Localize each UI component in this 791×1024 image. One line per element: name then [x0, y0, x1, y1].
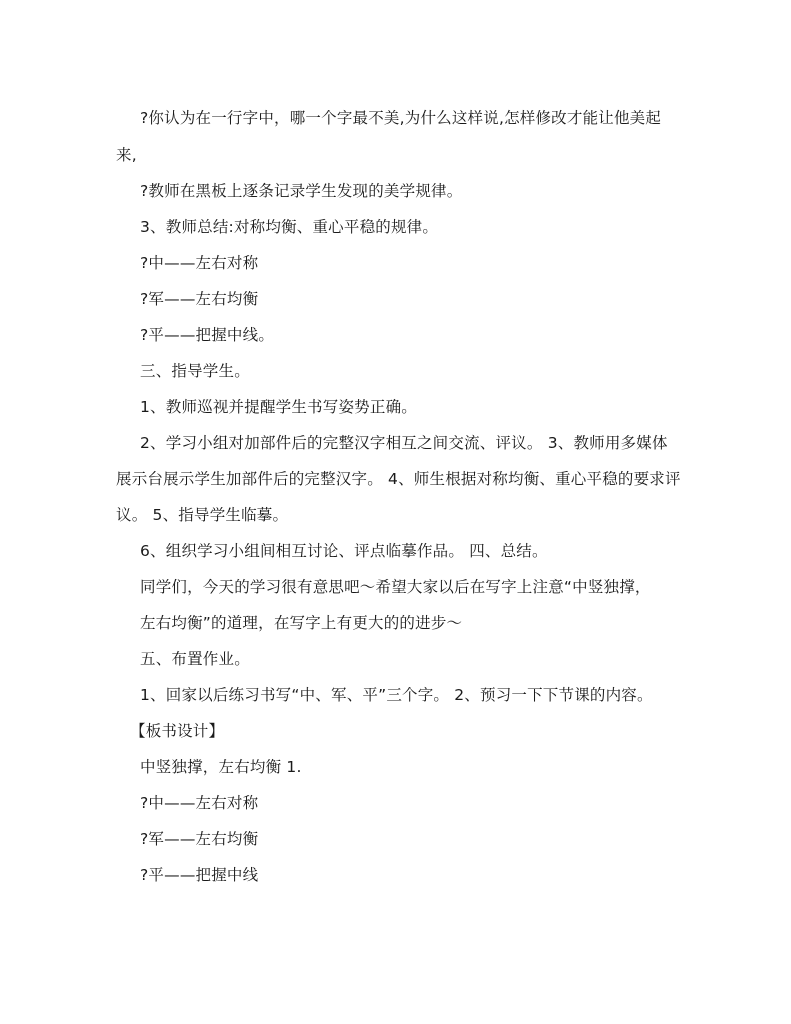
text-line-20: ?中——左右对称	[140, 794, 259, 812]
section-heading-homework: 五、布置作业。	[140, 650, 250, 668]
text-line-2: 来,	[116, 146, 137, 164]
text-line-5: ?中——左右对称	[140, 254, 259, 272]
board-design-heading: 【板书设计】	[130, 722, 225, 740]
text-line-10: 2、学习小组对加部件后的完整汉字相互之间交流、评议。 3、教师用多媒体	[140, 434, 668, 452]
text-line-7: ?平——把握中线。	[140, 326, 275, 344]
text-line-1: ?你认为在一行字中，哪一个字最不美,为什么这样说,怎样修改才能让他美起	[140, 109, 662, 127]
section-heading-guide: 三、指导学生。	[140, 362, 250, 380]
text-line-11: 展示台展示学生加部件后的完整汉字。 4、师生根据对称均衡、重心平稳的要求评	[116, 470, 681, 488]
text-line-9: 1、教师巡视并提醒学生书写姿势正确。	[140, 398, 417, 416]
text-line-6: ?军——左右均衡	[140, 290, 259, 308]
text-line-13: 6、组织学习小组间相互讨论、评点临摹作品。 四、总结。	[140, 542, 548, 560]
text-line-21: ?军——左右均衡	[140, 830, 259, 848]
text-line-22: ?平——把握中线	[140, 866, 259, 884]
text-line-15: 左右均衡”的道理，在写字上有更大的的进步～	[140, 614, 463, 632]
text-line-4: 3、教师总结:对称均衡、重心平稳的规律。	[140, 218, 439, 236]
text-line-14: 同学们，今天的学习很有意思吧～希望大家以后在写字上注意“中竖独撑，	[140, 578, 651, 596]
text-line-12: 议。 5、指导学生临摹。	[116, 506, 289, 524]
text-line-17: 1、回家以后练习书写“中、军、平”三个字。 2、预习一下下节课的内容。	[140, 686, 653, 704]
text-line-19: 中竖独撑，左右均衡 1.	[140, 758, 302, 776]
text-line-3: ?教师在黑板上逐条记录学生发现的美学规律。	[140, 182, 463, 200]
